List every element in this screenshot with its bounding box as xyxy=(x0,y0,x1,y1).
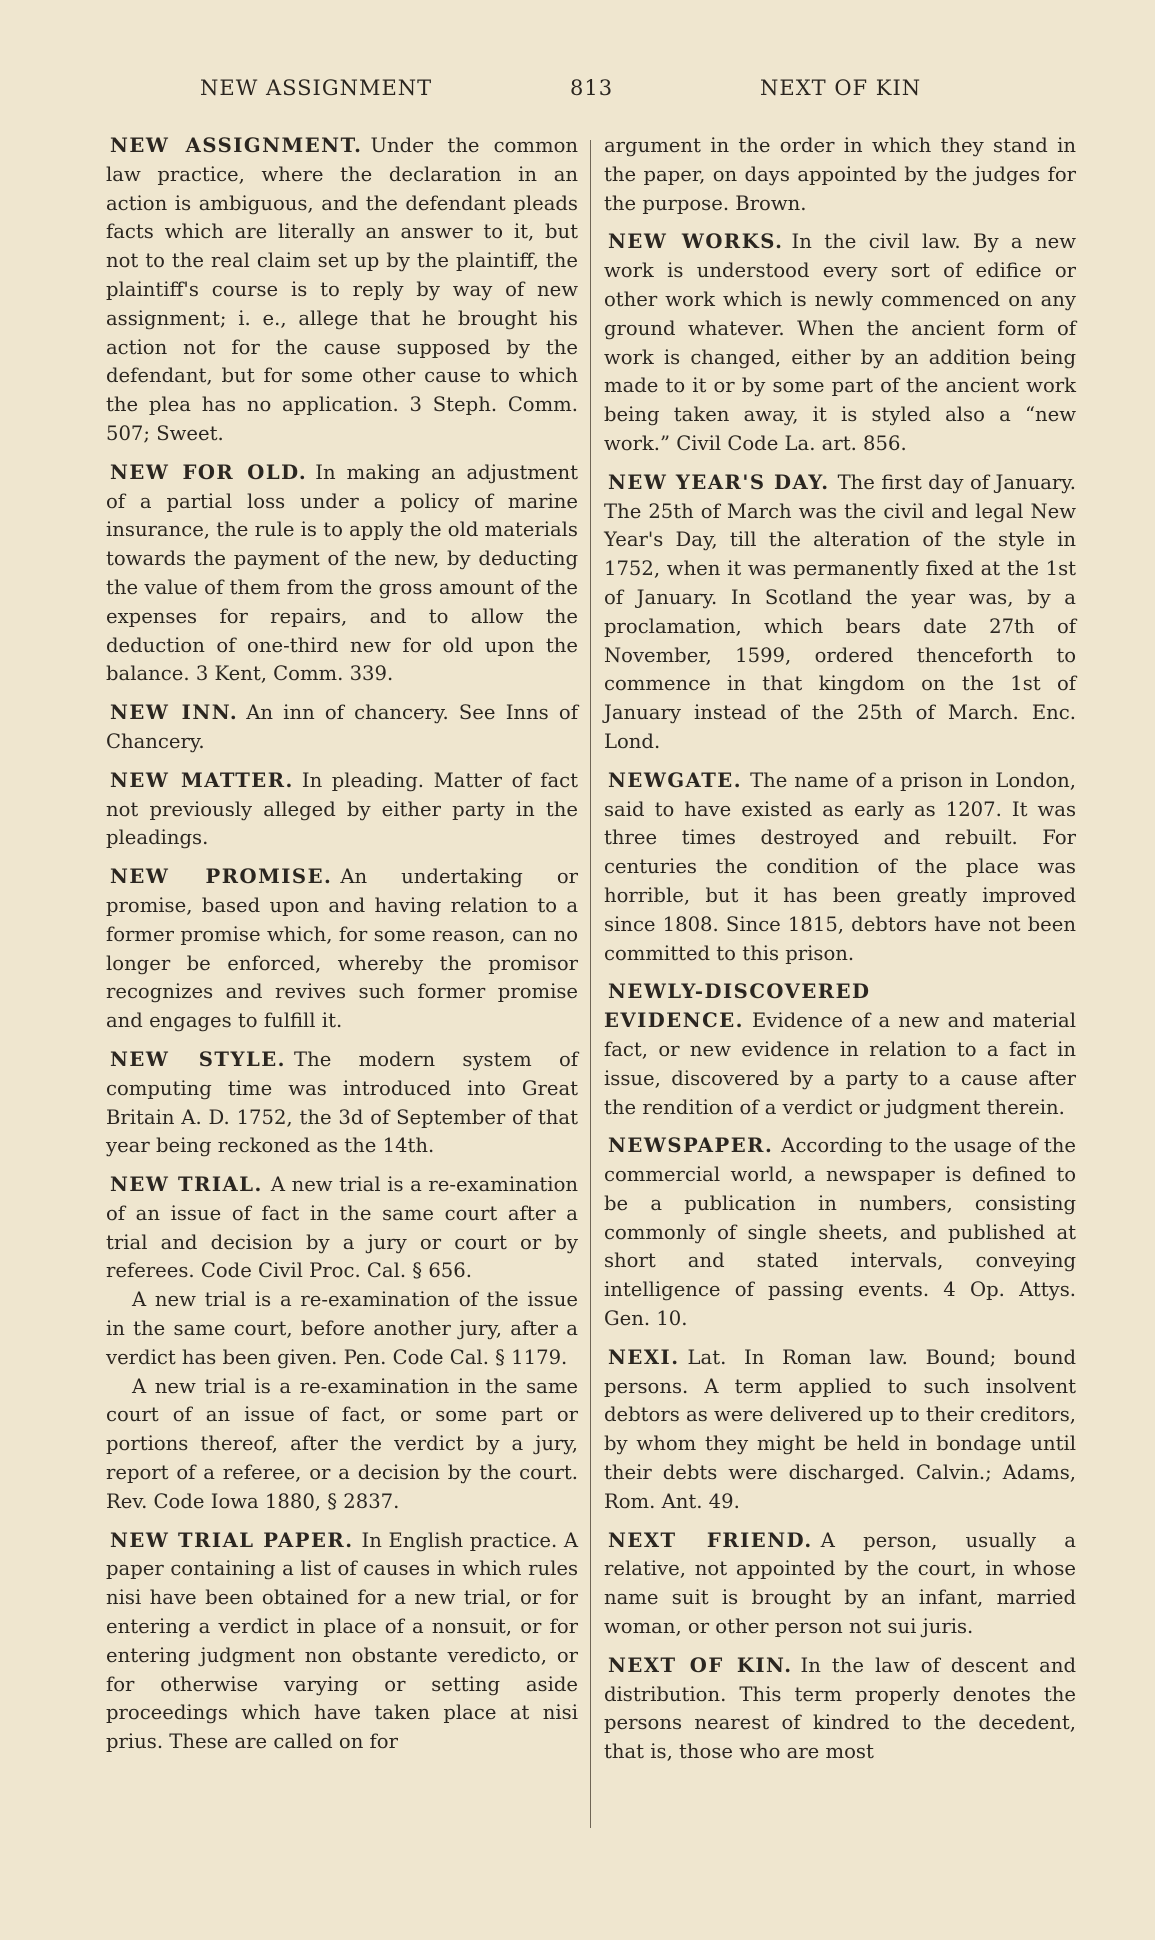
column-divider xyxy=(590,140,591,1828)
entry-definition: Under the common law practice, where the declaration in an action is ambiguous, and the defendant pleads facts which are literally an answer to it, but not to the real claim set up by the plaintiff, the plaintiff's course is to reply by way of new assignment; i. e., allege that he brought his action not for the cause supposed by the defendant, but for some other cause to which the plea has no application. 3 Steph. Comm. 507; Sweet. xyxy=(106,134,578,445)
entry-new-for-old xyxy=(106,459,578,689)
entry-definition: An undertaking or promise, based upon and having relation to a former promise which, for some reason, can no longer be enforced, whereby the promisor recognizes and revives such former promise and engages to fulfill it. xyxy=(106,865,578,1033)
entry-definition: In the civil law. By a new work is understood every sort of edifice or other work which is newly commenced on any ground whatever. When the ancient form of work is changed, either by an addition being made to it or by some part of the ancient work being taken away, it is styled also a “new work.” Civil Code La. art. 856. xyxy=(604,230,1076,455)
entry-term: NEXT FRIEND. xyxy=(608,1528,813,1552)
entry-term: NEXT OF KIN. xyxy=(608,1653,793,1677)
entry-definition: In the law of descent and distribution. This term properly denotes the persons nearest of kindred to the decedent, that is, those who are most xyxy=(604,1653,1076,1764)
entry-term: NEW WORKS. xyxy=(608,230,784,254)
entry-term: NEW YEAR'S DAY. xyxy=(608,470,830,494)
entry-new-style xyxy=(106,1046,578,1161)
entry-new-trial-paper xyxy=(106,1527,578,1757)
entry-newly-discovered-evidence xyxy=(604,978,1076,1122)
entry-new-years-day xyxy=(604,469,1076,757)
entry-new-matter xyxy=(106,767,578,853)
entry-definition: A person, usually a relative, not appointed by the court, in whose name suit is brought by an infant, married woman, or other person not sui juris. xyxy=(604,1528,1076,1639)
entry-definition: Lat. In Roman law. Bound; bound persons. A term applied to such insolvent debtors as were delivered up to their creditors, by whom they might be held in bondage until their debts were discharged. Calvin.; Adams, Rom. Ant. 49. xyxy=(604,1345,1076,1513)
entry-definition: The modern system of computing time was introduced into Great Britain A. D. 1752, the 3d of September of that year being reckoned as the 14th. xyxy=(106,1047,579,1158)
entry-continuation xyxy=(604,132,1076,218)
entry-term: NEWSPAPER. xyxy=(608,1134,774,1158)
entry-next-of-kin xyxy=(604,1652,1076,1767)
entry-newspaper xyxy=(604,1132,1076,1334)
entry-new-inn xyxy=(106,699,578,757)
entry-term: NEW ASSIGNMENT. xyxy=(110,134,363,157)
entry-definition: In English practice. A paper containing a list of causes in which rules nisi have been obtained for a new trial, or for entering a verdict in place of a nonsuit, or for entering judgment non obstante veredicto, or for otherwise varying or setting aside proceedings which have taken place at nisi prius. These are called on for xyxy=(106,1528,578,1754)
entry-paragraph: A new trial is a re-examination of the issue in the same court, before another jury, after a verdict has been given. Pen. Code Cal. § 1179. xyxy=(106,1288,578,1369)
entry-definition: The name of a prison in London, said to have existed as early as 1207. It was three times destroyed and rebuilt. For centuries the condition of the place was horrible, but it has been greatly improved since 1808. Since 1815, debtors have not been committed to this prison. xyxy=(604,768,1076,965)
header-left-guide-word: NEW ASSIGNMENT xyxy=(200,76,433,100)
entry-term: NEW PROMISE. xyxy=(110,865,333,889)
entry-definition: According to the usage of the commercial world, a newspaper is defined to be a publication in numbers, consisting commonly of single sheets, and published at short and stated intervals, conveying intelligence of passing events. 4 Op. Attys. Gen. 10. xyxy=(604,1134,1076,1331)
entry-term: NEW FOR OLD. xyxy=(110,460,308,484)
entry-newgate xyxy=(604,767,1076,969)
entry-term: NEW TRIAL. xyxy=(110,1173,263,1197)
entry-definition: In pleading. Matter of fact not previously alleged by either party in the pleadings. xyxy=(106,768,578,850)
running-head xyxy=(200,76,960,106)
entry-paragraph: A new trial is a re-examination in the same court of an issue of fact, or some part or portions thereof, after the verdict by a jury, report of a referee, or a decision by the court. Rev. Code Iowa 1880, § 2837. xyxy=(106,1374,578,1513)
entry-new-promise xyxy=(106,863,578,1036)
entry-term: NEW INN. xyxy=(110,701,239,725)
entry-term: NEW MATTER. xyxy=(110,768,294,792)
entry-new-works xyxy=(604,228,1076,458)
entry-nexi xyxy=(604,1344,1076,1517)
entry-definition: A new trial is a re-examination of an issue of fact in the same court after a trial and decision by a jury or court or by referees. Code Civil Proc. Cal. § 656. xyxy=(106,1173,578,1283)
entry-definition: An inn of chancery. See Inns of Chancery. xyxy=(106,701,578,753)
entry-term: NEWGATE. xyxy=(608,768,743,792)
entry-definition: In making an adjustment of a partial loss under a policy of marine insurance, the rule is to apply the old materials towards the payment of the new, by deducting the value of them from the gross amount of the expenses for repairs, and to allow the deduction of one-third new for old upon the balance. 3 Kent, Comm. 339. xyxy=(106,460,578,686)
entry-definition: The first day of January. The 25th of March was the civil and legal New Year's Day, till the alteration of the style in 1752, when it was permanently fixed at the 1st of January. In Scotland the year was, by a proclamation, which bears date 27th of November, 1599, ordered thenceforth to commence in that kingdom on the 1st of January instead of the 25th of March. Enc. Lond. xyxy=(604,470,1076,753)
entry-new-assignment xyxy=(106,132,578,449)
entry-term: NEXI. xyxy=(608,1345,680,1369)
entry-term: NEW TRIAL PAPER. xyxy=(110,1528,354,1552)
right-column xyxy=(604,132,1076,1777)
page-number: 813 xyxy=(570,76,614,100)
entry-next-friend xyxy=(604,1527,1076,1642)
entry-term: NEW STYLE. xyxy=(110,1047,287,1071)
entry-definition: Evidence of a new and material fact, or new evidence in relation to a fact in issue, discovered by a party to a cause after the rendition of a verdict or judgment therein. xyxy=(604,1009,1076,1119)
entry-new-trial xyxy=(106,1171,578,1517)
header-right-guide-word: NEXT OF KIN xyxy=(760,76,922,100)
entry-term: NEWLY-DISCOVERED EVIDENCE. xyxy=(604,980,871,1033)
left-column xyxy=(106,132,578,1767)
entry-definition: argument in the order in which they stand in the paper, on days appointed by the judges for the purpose. Brown. xyxy=(604,134,1076,215)
